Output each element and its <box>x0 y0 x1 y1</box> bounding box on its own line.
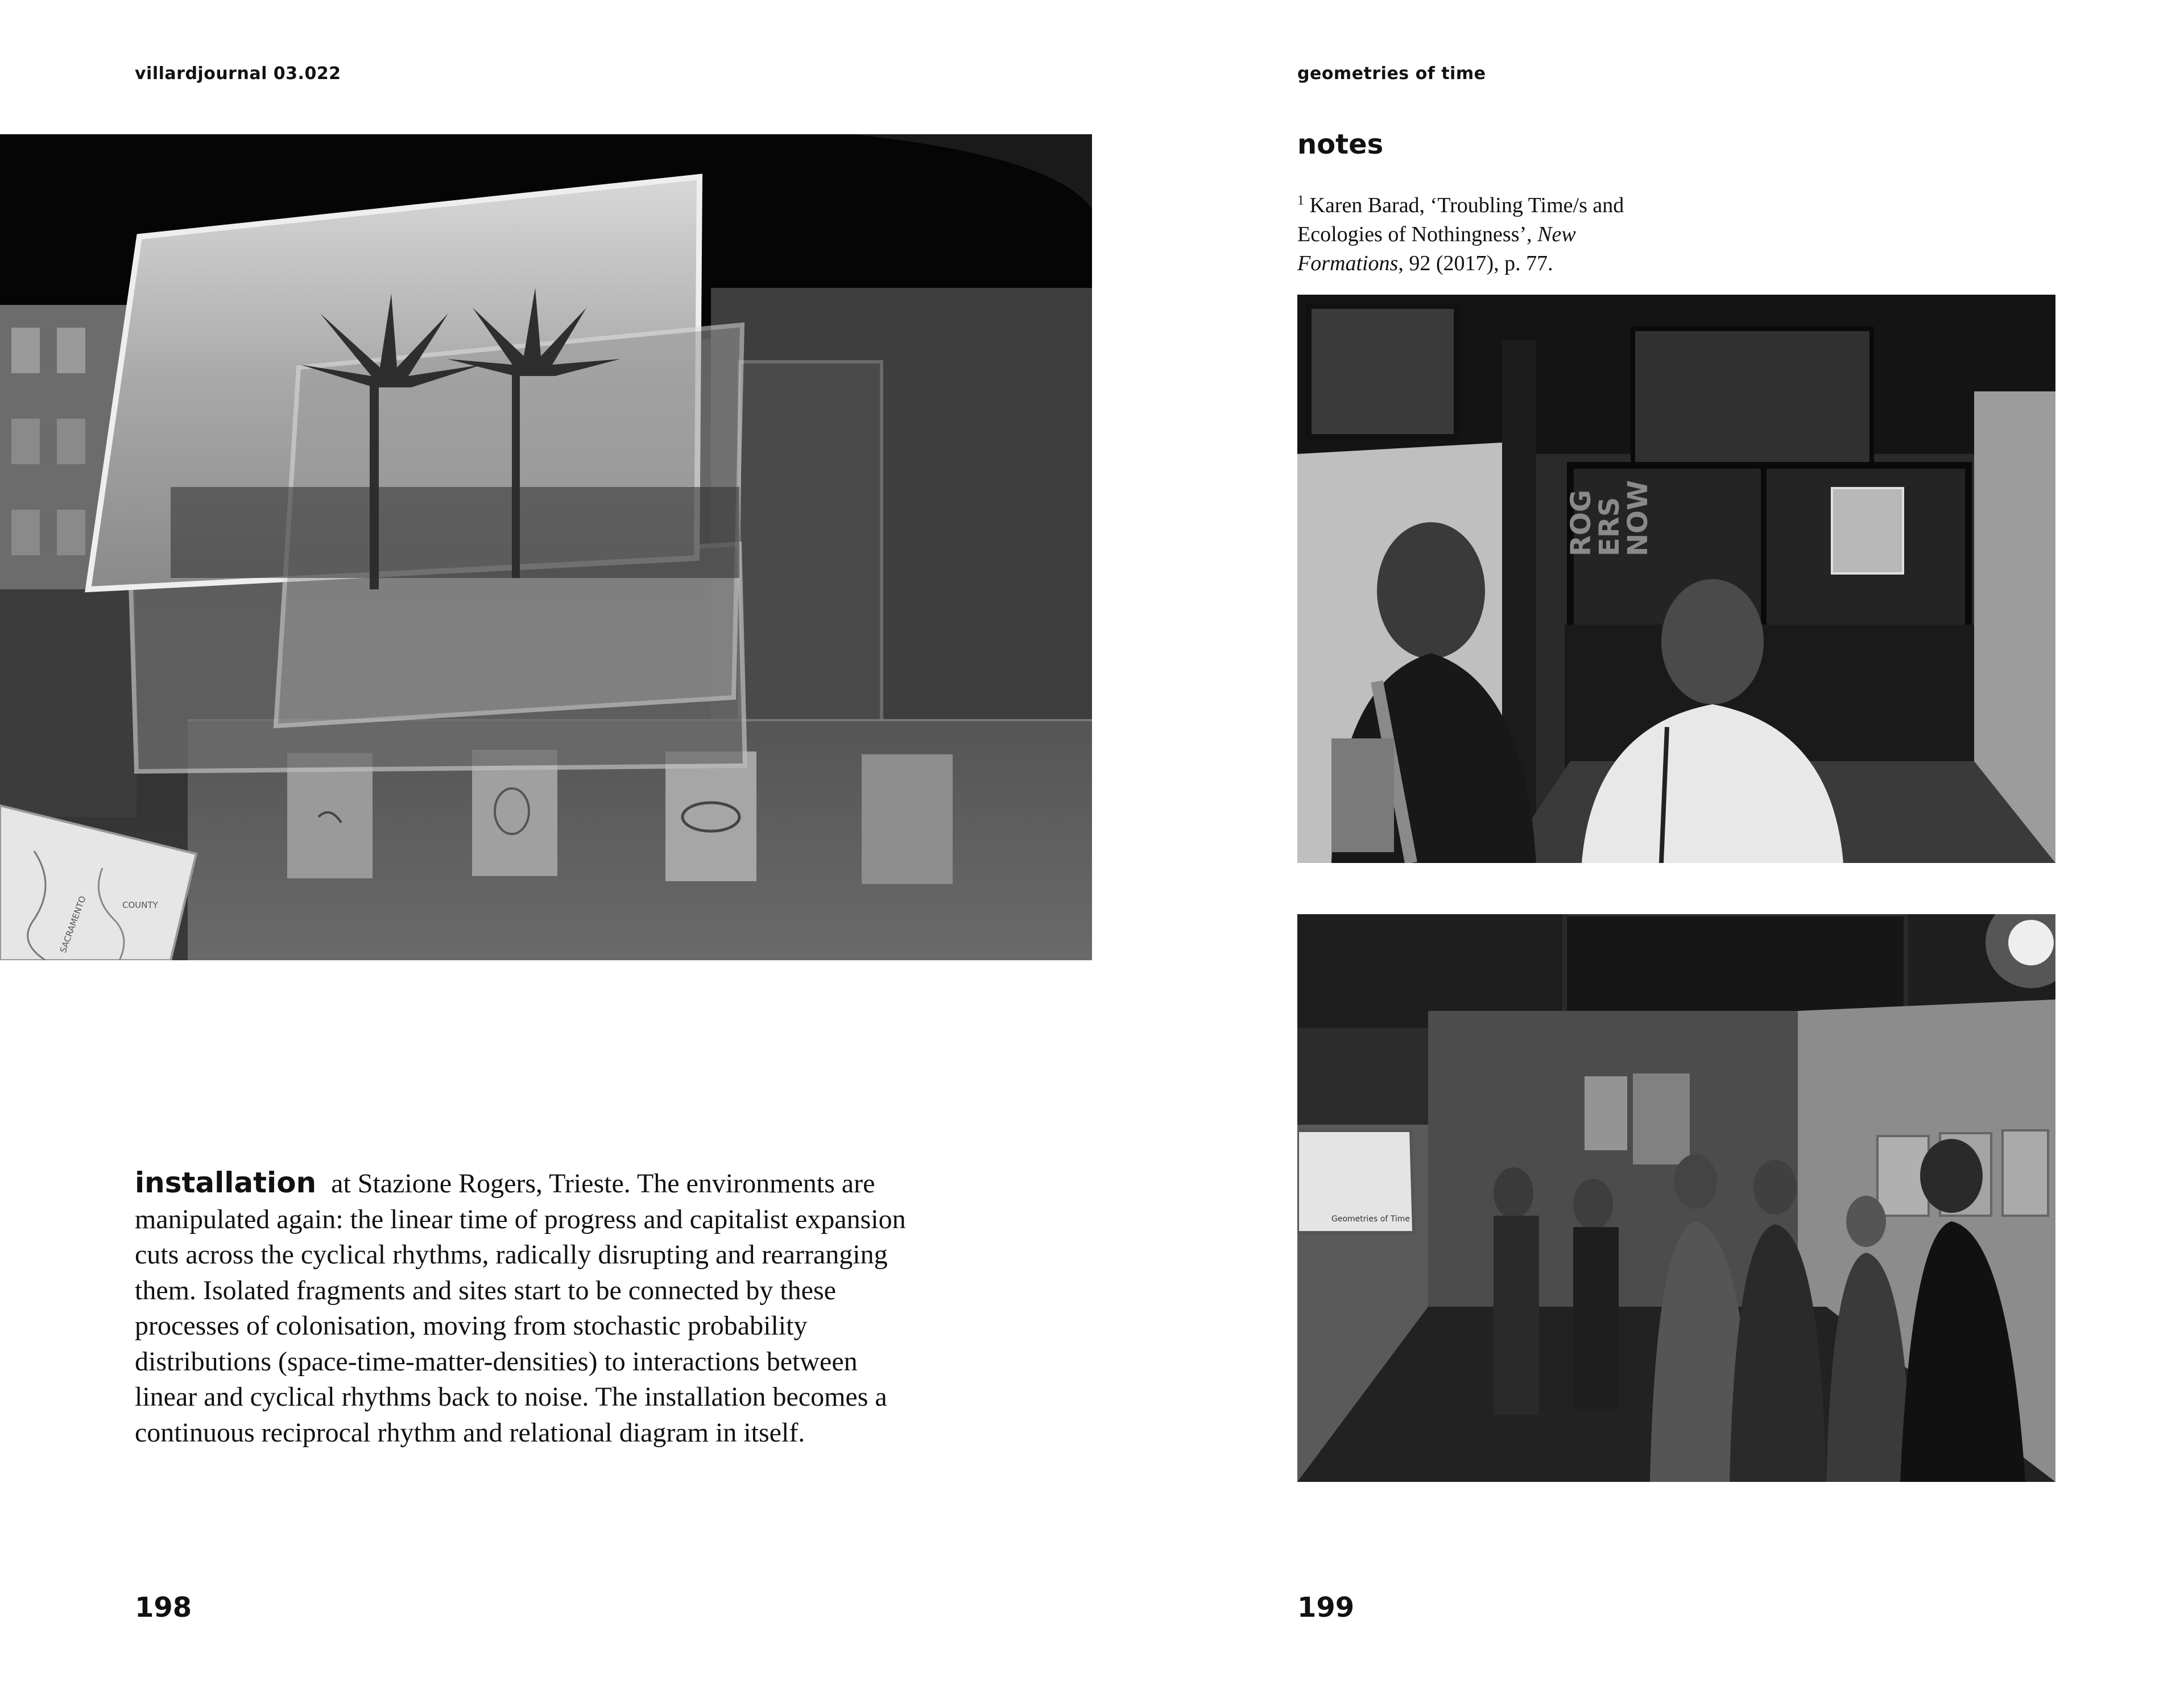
installation-photo-left <box>0 134 1092 960</box>
caption-text: at Stazione Rogers, Trieste. The environments are manipulated again: the linear time of progress and capitalist expansion cuts across the cyclical rhythms, radically disrupting and rearranging them. Isolated fragments and sites start to be connected by these processes of colonisation, moving from stochastic probability distributions (space-time-matter-densities) to interactions between linear and cyclical rhythms back to noise. The installation becomes a continuous reciprocal rhythm and relational diagram in itself. <box>135 1168 906 1448</box>
right-page <box>1092 0 2184 1685</box>
footnote-number: 1 <box>1297 193 1304 208</box>
page-number-right: 199 <box>1297 1592 1355 1624</box>
footnote-text-after: , 92 (2017), p. 77. <box>1398 251 1553 275</box>
caption-lead: installation <box>135 1166 317 1199</box>
svg-text:Geometries of Time: Geometries of Time <box>1331 1215 1410 1224</box>
svg-text:ERS: ERS <box>1594 497 1625 556</box>
visitors-window-photo <box>1297 295 2055 863</box>
svg-text:NOW: NOW <box>1622 480 1654 556</box>
installation-caption <box>135 1165 914 1451</box>
footnote-text-before: Karen Barad, ‘Troubling Time/s and Ecologies of Nothingness’, <box>1297 193 1624 246</box>
video-screen <box>1297 1130 1414 1233</box>
svg-text:COUNTY: COUNTY <box>122 900 158 910</box>
exhibition-visitors-photo <box>1297 914 2055 1482</box>
footnote-1 <box>1297 191 1650 278</box>
svg-text:ROG: ROG <box>1565 489 1597 556</box>
page-number-left: 198 <box>135 1592 192 1624</box>
notes-title: notes <box>1297 129 1384 160</box>
svg-text:SACRAMENTO: SACRAMENTO <box>57 894 88 955</box>
running-header-left: villardjournal 03.022 <box>135 64 341 84</box>
running-header-right: geometries of time <box>1297 64 1486 84</box>
footnote-journal: New Formations <box>1297 222 1576 275</box>
